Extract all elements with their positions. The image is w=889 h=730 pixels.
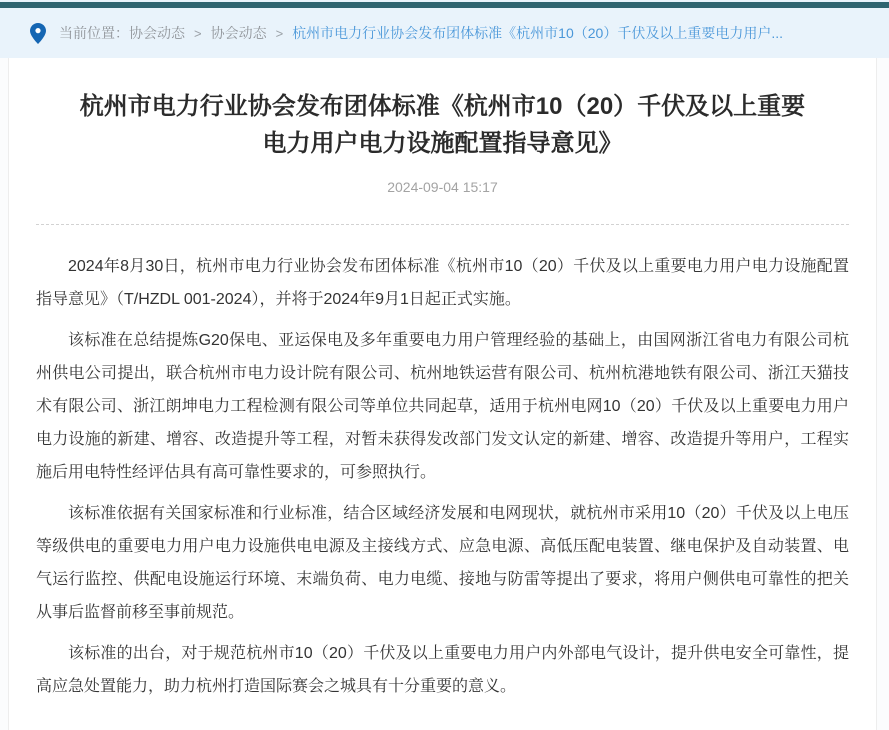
article-paragraph: 该标准在总结提炼G20保电、亚运保电及多年重要电力用户管理经验的基础上，由国网浙江省电力有限公司杭州供电公司提出，联合杭州市电力设计院有限公司、杭州地铁运营有限公司、杭州杭港地铁有限公司、浙江天猫技术有限公司、浙江朗坤电力工程检测有限公司等单位共同起草，适用于杭州电网10（20）千伏及以上重要电力用户电力设施的新建、增容、改造提升等工程，对暂未获得发改部门发文认定的新建、增容、改造提升等用户，工程实施后用电特性经评估具有高可靠性要求的，可参照执行。 — [36, 332, 849, 482]
divider — [36, 224, 849, 225]
article-paragraph: 2024年8月30日，杭州市电力行业协会发布团体标准《杭州市10（20）千伏及以上重要电力用户电力设施配置指导意见》（T/HZDL 001-2024），并将于2024年9月1日起正式实施。 — [36, 258, 849, 309]
location-pin-icon — [30, 23, 46, 44]
breadcrumb-separator: > — [194, 25, 202, 41]
breadcrumb-item-association-news-2[interactable]: 协会动态 — [210, 25, 267, 41]
article-body — [36, 250, 849, 703]
article-title: 杭州市电力行业协会发布团体标准《杭州市10（20）千伏及以上重要电力用户电力设施配置指导意见》 — [79, 93, 806, 158]
breadcrumb-separator: > — [275, 25, 284, 41]
article-paragraph: 该标准依据有关国家标准和行业标准，结合区域经济发展和电网现状，就杭州市采用10（20）千伏及以上电压等级供电的重要电力用户电力设施供电电源及主接线方式、应急电源、高低压配电装置、继电保护及自动装置、电气运行监控、供配电设施运行环境、末端负荷、电力电缆、接地与防雷等提出了要求，将用户侧供电可靠性的把关从事后监督前移至事前规范。 — [36, 505, 849, 622]
breadcrumb-item-association-news-1[interactable]: 协会动态 — [129, 25, 185, 41]
article-paragraph: 该标准的出台，对于规范杭州市10（20）千伏及以上重要电力用户内外部电气设计，提升供电安全可靠性，提高应急处置能力，助力杭州打造国际赛会之城具有十分重要的意义。 — [36, 645, 849, 696]
page-header — [0, 0, 889, 58]
article-container — [8, 58, 877, 730]
article-date: 2024-09-04 15:17 — [387, 179, 498, 196]
breadcrumb-label: 当前位置： — [59, 25, 129, 41]
breadcrumb-current-page[interactable]: 杭州市电力行业协会发布团体标准《杭州市10（20）千伏及以上重要电力用户... — [292, 25, 783, 41]
breadcrumb — [0, 8, 889, 58]
